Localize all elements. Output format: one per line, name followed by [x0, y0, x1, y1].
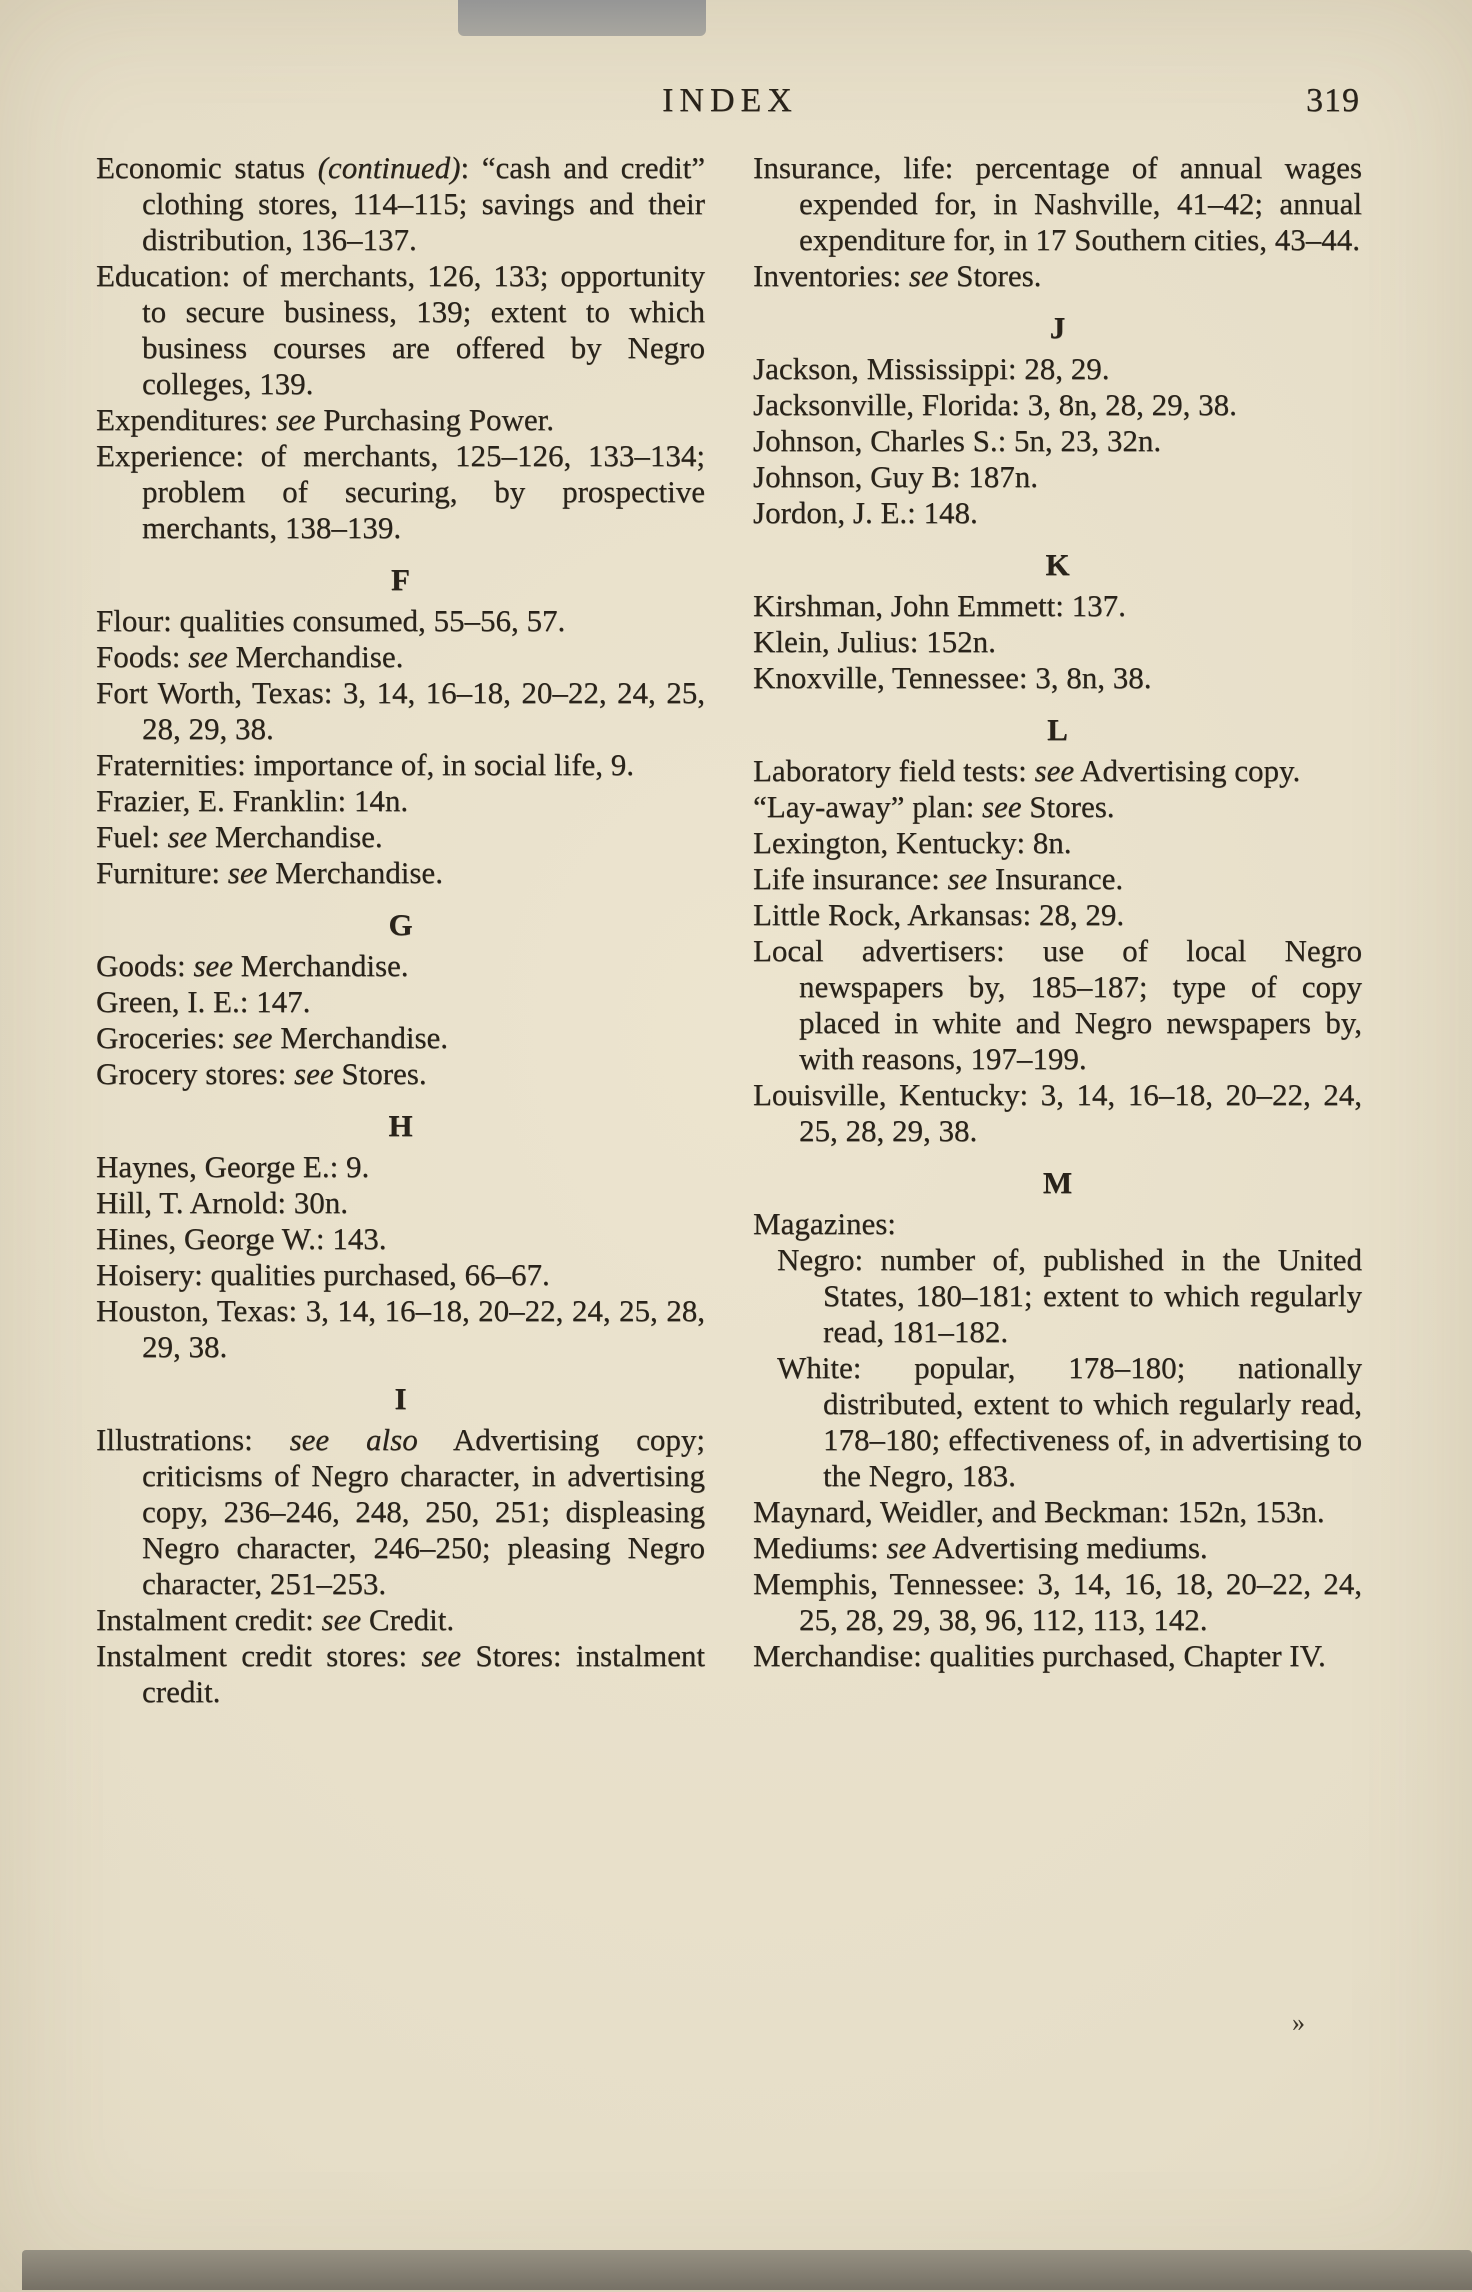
- index-entry: [96, 639, 705, 675]
- index-entry-text: Fuel:: [96, 819, 168, 854]
- index-entry-text: Flour: qualities consumed, 55–56, 57.: [96, 603, 566, 638]
- index-entry-text: Haynes, George E.: 9.: [96, 1149, 370, 1184]
- index-entry-text: Grocery stores:: [96, 1056, 294, 1091]
- index-entry-text: Lexington, Kentucky: 8n.: [753, 825, 1072, 860]
- index-entry: [753, 258, 1362, 294]
- index-entry-text: Klein, Julius: 152n.: [753, 624, 996, 659]
- index-entry: [96, 855, 705, 891]
- section-letter-G: G: [388, 907, 413, 942]
- index-entry: [96, 1422, 705, 1602]
- index-entry: [753, 1638, 1362, 1674]
- index-entry: [753, 1494, 1362, 1530]
- index-entry-text: Expenditures:: [96, 402, 276, 437]
- index-entry-text: Jacksonville, Florida: 3, 8n, 28, 29, 38.: [753, 387, 1237, 422]
- index-entry: [753, 1566, 1362, 1638]
- index-entry: [96, 1257, 705, 1293]
- index-entry-italic-text: see: [294, 1056, 334, 1091]
- index-entry-text: Merchandise.: [207, 819, 383, 854]
- index-entry-text: Fort Worth, Texas: 3, 14, 16–18, 20–22, 24, 25, 28, 29, 38.: [96, 675, 705, 746]
- section-letter-I: I: [394, 1381, 407, 1416]
- index-entry-text: Stores.: [333, 1056, 427, 1091]
- index-entry: [753, 1206, 1362, 1242]
- index-entry-text: Credit.: [361, 1602, 455, 1637]
- index-entry-text: Merchandise.: [272, 1020, 449, 1055]
- index-entry: [96, 948, 705, 984]
- index-entry-italic-text: (continued): [317, 150, 461, 185]
- section-letter-J: J: [1049, 310, 1066, 345]
- index-entry-text: Negro: number of, published in the United States, 180–181; extent to which regularly read, 181–182.: [777, 1242, 1362, 1349]
- index-entry: [753, 423, 1362, 459]
- index-entry: [96, 1020, 705, 1056]
- index-entry-text: Purchasing Power.: [315, 402, 555, 437]
- index-entry-text: Knoxville, Tennessee: 3, 8n, 38.: [753, 660, 1152, 695]
- index-entry: [753, 933, 1362, 1077]
- index-entry: [96, 1602, 705, 1638]
- index-entry-text: : “cash and credit” clothing stores, 114–115; savings and their distribution, 136–137.: [142, 150, 705, 257]
- index-entry: [753, 459, 1362, 495]
- page-header: [100, 82, 1360, 126]
- index-entry-text: Insurance.: [987, 861, 1124, 896]
- index-entry-text: Merchandise.: [232, 948, 409, 983]
- index-entry-italic-text: see: [275, 402, 316, 437]
- index-entry-italic-text: see: [321, 1602, 362, 1637]
- index-entry: [753, 1242, 1362, 1350]
- index-entry: [753, 789, 1362, 825]
- index-entry: [753, 1350, 1362, 1494]
- index-entry-text: Magazines:: [753, 1206, 896, 1241]
- section-letter-F: F: [391, 562, 410, 597]
- index-entry-text: Stores.: [948, 258, 1042, 293]
- index-entry-text: Insurance, life: percentage of annual wages expended for, in Nashville, 41–42; annual expenditure for, in 17 Southern cities, 43–44.: [753, 150, 1362, 257]
- index-entry: [753, 861, 1362, 897]
- index-entry-text: Inventories:: [753, 258, 909, 293]
- index-entry: [753, 624, 1362, 660]
- index-entry-text: Experience: of merchants, 125–126, 133–134; problem of securing, by prospective merchants, 138–139.: [96, 438, 705, 545]
- index-entry-text: Johnson, Guy B: 187n.: [753, 459, 1039, 494]
- ink-mark: »: [1292, 2008, 1305, 2037]
- index-entry-text: Merchandise.: [267, 855, 443, 890]
- index-entry-text: Memphis, Tennessee: 3, 14, 16, 18, 20–22, 24, 25, 28, 29, 38, 96, 112, 113, 142.: [753, 1566, 1362, 1637]
- index-entry: [96, 1149, 705, 1185]
- index-entry: [96, 402, 705, 438]
- index-entry-text: Advertising copy; criticisms of Negro character, in advertising copy, 236–246, 248, 250, 251; displeasing Negro character, 246–250; pleasing Negro character, 251–253.: [142, 1422, 705, 1601]
- index-entry: [753, 825, 1362, 861]
- index-entry-italic-text: see: [908, 258, 949, 293]
- index-entry: [96, 1293, 705, 1365]
- index-entry: [96, 438, 705, 546]
- index-entry-italic-text: see: [227, 855, 268, 890]
- section-letter-M: M: [1042, 1165, 1073, 1200]
- index-entry-text: Economic status: [96, 150, 318, 185]
- index-entry-text: “Lay-away” plan:: [753, 789, 982, 824]
- index-entry-text: Mediums:: [753, 1530, 887, 1565]
- index-entry: [753, 588, 1362, 624]
- index-entry-italic-text: see: [981, 789, 1022, 824]
- index-entry: [96, 258, 705, 402]
- index-entry-text: Hoisery: qualities purchased, 66–67.: [96, 1257, 550, 1292]
- page-title: INDEX: [662, 82, 798, 119]
- index-entry-text: Laboratory field tests:: [753, 753, 1035, 788]
- index-entry-text: Hines, George W.: 143.: [96, 1221, 387, 1256]
- index-entry: [753, 351, 1362, 387]
- index-entry-italic-text: see: [421, 1638, 462, 1673]
- index-entry: [96, 1185, 705, 1221]
- index-entry-text: Life insurance:: [753, 861, 948, 896]
- index-entry-italic-text: see: [886, 1530, 927, 1565]
- index-entry-text: Instalment credit:: [96, 1602, 322, 1637]
- index-entry: [753, 1530, 1362, 1566]
- index-entry-text: Merchandise: qualities purchased, Chapter IV.: [753, 1638, 1326, 1673]
- index-entry-text: Advertising copy.: [1074, 753, 1301, 788]
- index-entry: [96, 819, 705, 855]
- index-entry: [753, 150, 1362, 258]
- index-entry-text: Education: of merchants, 126, 133; opportunity to secure business, 139; extent to which business courses are offered by Negro colleges, 139.: [96, 258, 705, 401]
- index-entry-text: Maynard, Weidler, and Beckman: 152n, 153n.: [753, 1494, 1325, 1529]
- index-entry-italic-text: see: [193, 948, 233, 983]
- index-entry-text: Stores.: [1021, 789, 1115, 824]
- index-entry-italic-text: see also: [289, 1422, 418, 1457]
- index-entry: [96, 783, 705, 819]
- index-entry: [753, 1077, 1362, 1149]
- index-entry-text: Furniture:: [96, 855, 228, 890]
- index-entry: [753, 495, 1362, 531]
- index-entry: [96, 150, 705, 258]
- index-column-right: [753, 150, 1362, 1710]
- index-entry: [96, 1056, 705, 1092]
- index-entry-text: Houston, Texas: 3, 14, 16–18, 20–22, 24, 25, 28, 29, 38.: [96, 1293, 705, 1364]
- index-entry-text: Stores: instalment credit.: [142, 1638, 705, 1709]
- index-entry-text: Local advertisers: use of local Negro newspapers by, 185–187; type of copy placed in white and Negro newspapers by, with reasons, 197–199.: [753, 933, 1362, 1076]
- index-entry: [96, 1221, 705, 1257]
- index-entry-italic-text: see: [1034, 753, 1075, 788]
- index-entry-italic-text: see: [232, 1020, 273, 1055]
- index-entry-text: Illustrations:: [96, 1422, 290, 1457]
- index-entry-text: Goods:: [96, 948, 194, 983]
- section-letter-K: K: [1045, 547, 1070, 582]
- scan-edge-artifact-top: [458, 0, 706, 36]
- index-entry-text: Fraternities: importance of, in social life, 9.: [96, 747, 635, 782]
- index-entry: [753, 753, 1362, 789]
- index-entry-text: Little Rock, Arkansas: 28, 29.: [753, 897, 1125, 932]
- index-entry-text: Hill, T. Arnold: 30n.: [96, 1185, 349, 1220]
- index-columns: [96, 150, 1362, 1710]
- index-entry-text: Frazier, E. Franklin: 14n.: [96, 783, 409, 818]
- page-number: 319: [1306, 82, 1360, 119]
- index-entry-text: Foods:: [96, 639, 189, 674]
- index-entry-text: Louisville, Kentucky: 3, 14, 16–18, 20–22, 24, 25, 28, 29, 38.: [753, 1077, 1362, 1148]
- index-entry-text: Jordon, J. E.: 148.: [753, 495, 978, 530]
- index-entry-italic-text: see: [947, 861, 988, 896]
- index-entry-text: Jackson, Mississippi: 28, 29.: [753, 351, 1110, 386]
- index-entry-text: Groceries:: [96, 1020, 233, 1055]
- index-entry-text: Advertising mediums.: [926, 1530, 1208, 1565]
- scan-edge-artifact-bottom: [22, 2250, 1472, 2290]
- index-entry: [96, 984, 705, 1020]
- index-entry-text: Merchandise.: [227, 639, 404, 674]
- index-entry-italic-text: see: [188, 639, 228, 674]
- index-column-left: [96, 150, 705, 1710]
- index-entry-text: Kirshman, John Emmett: 137.: [753, 588, 1126, 623]
- section-letter-L: L: [1047, 712, 1068, 747]
- index-entry-text: Green, I. E.: 147.: [96, 984, 311, 1019]
- section-letter-H: H: [388, 1108, 413, 1143]
- index-entry-text: Instalment credit stores:: [96, 1638, 422, 1673]
- index-entry: [753, 660, 1362, 696]
- index-entry: [96, 1638, 705, 1710]
- index-entry: [96, 603, 705, 639]
- index-entry: [753, 387, 1362, 423]
- index-entry-text: White: popular, 178–180; nationally distributed, extent to which regularly read, 178–180; effectiveness of, in advertising to the Negro, 183.: [777, 1350, 1362, 1493]
- index-entry: [96, 675, 705, 747]
- index-entry-text: Johnson, Charles S.: 5n, 23, 32n.: [753, 423, 1162, 458]
- index-entry: [753, 897, 1362, 933]
- index-entry-italic-text: see: [167, 819, 208, 854]
- index-entry: [96, 747, 705, 783]
